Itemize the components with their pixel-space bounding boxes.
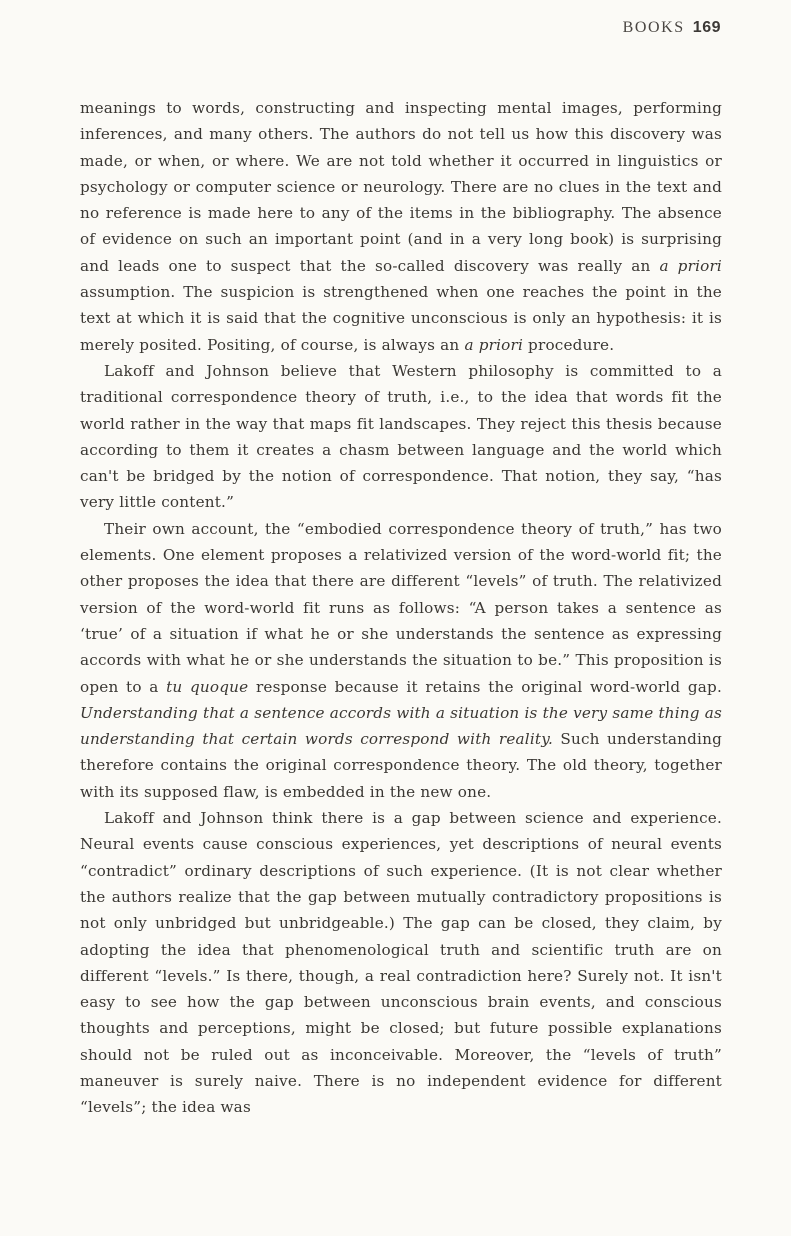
text-span: response because it retains the original word-world gap. (248, 677, 722, 696)
paragraph (80, 516, 722, 805)
text-span: procedure. (523, 335, 615, 354)
text-span: Lakoff and Johnson think there is a gap between science and experience. Neural events cause conscious experiences, yet descriptions of neural events “contradict” ordinary descriptions of such experience. (It is not clear whether the authors realize that the gap between mutually contradictory propositions is not only unbridged but unbridgeable.) The gap can be closed, they claim, by adopting the idea that phenomenological truth and scientific truth are on different “levels.” Is there, though, a real contradiction here? Surely not. It isn't easy to see how the gap between unconscious brain events, and conscious thoughts and perceptions, might be closed; but future possible explanations should not be ruled out as inconceivable. Moreover, the “levels of truth” maneuver is surely naive. There is no independent evidence for different “levels”; the idea was (80, 809, 722, 1117)
text-span: meanings to words, constructing and inspecting mental images, performing inferences, and many others. The authors do not tell us how this discovery was made, or when, or where. We are not told whether it occurred in linguistics or psychology or computer science or neurology. There are no clues in the text and no reference is made here to any of the items in the bibliography. The absence of evidence on such an important point (and in a very long book) is surprising and leads one to suspect that the so-called discovery was really an (80, 99, 722, 275)
italic-text-span: Understanding that a sentence accords with a situation is the very same thing as understanding that certain words correspond with reality. (80, 703, 722, 749)
text-span: assumption. The suspicion is strengthened when one reaches the point in the text at which it is said that the cognitive unconscious is only an hypothesis: it is merely posited. Positing, of course, is always an (80, 283, 722, 354)
running-head-section: BOOKS (622, 19, 685, 36)
italic-text-span: a priori (464, 335, 524, 354)
italic-text-span: a priori (659, 256, 722, 275)
text-span: Their own account, the “embodied correspondence theory of truth,” has two elements. One element proposes a relativized version of the word-world fit; the other proposes the idea that there are different “levels” of truth. The relativized version of the word-world fit runs as follows: “A person takes a sentence as ‘true’ of a situation if what he or she understands the sentence as expressing accords with what he or she understands the situation to be.” This proposition is open to a (80, 519, 722, 696)
paragraph (80, 358, 722, 516)
text-span: Lakoff and Johnson believe that Western philosophy is committed to a traditional correspondence theory of truth, i.e., to the idea that words fit the world rather in the way that maps fit landscapes. They reject this thesis because according to them it creates a chasm between language and the world which can't be bridged by the notion of correspondence. That notion, they say, “has very little content.” (80, 361, 722, 512)
italic-text-span: tu quoque (166, 677, 249, 696)
paragraph (80, 95, 722, 358)
page-number: 169 (692, 19, 721, 36)
text-span: Such understanding therefore contains the original correspondence theory. The old theory, together with its supposed flaw, is embedded in the new one. (80, 730, 722, 801)
body-text (80, 95, 722, 1121)
running-head (623, 19, 721, 37)
paragraph (80, 805, 722, 1121)
